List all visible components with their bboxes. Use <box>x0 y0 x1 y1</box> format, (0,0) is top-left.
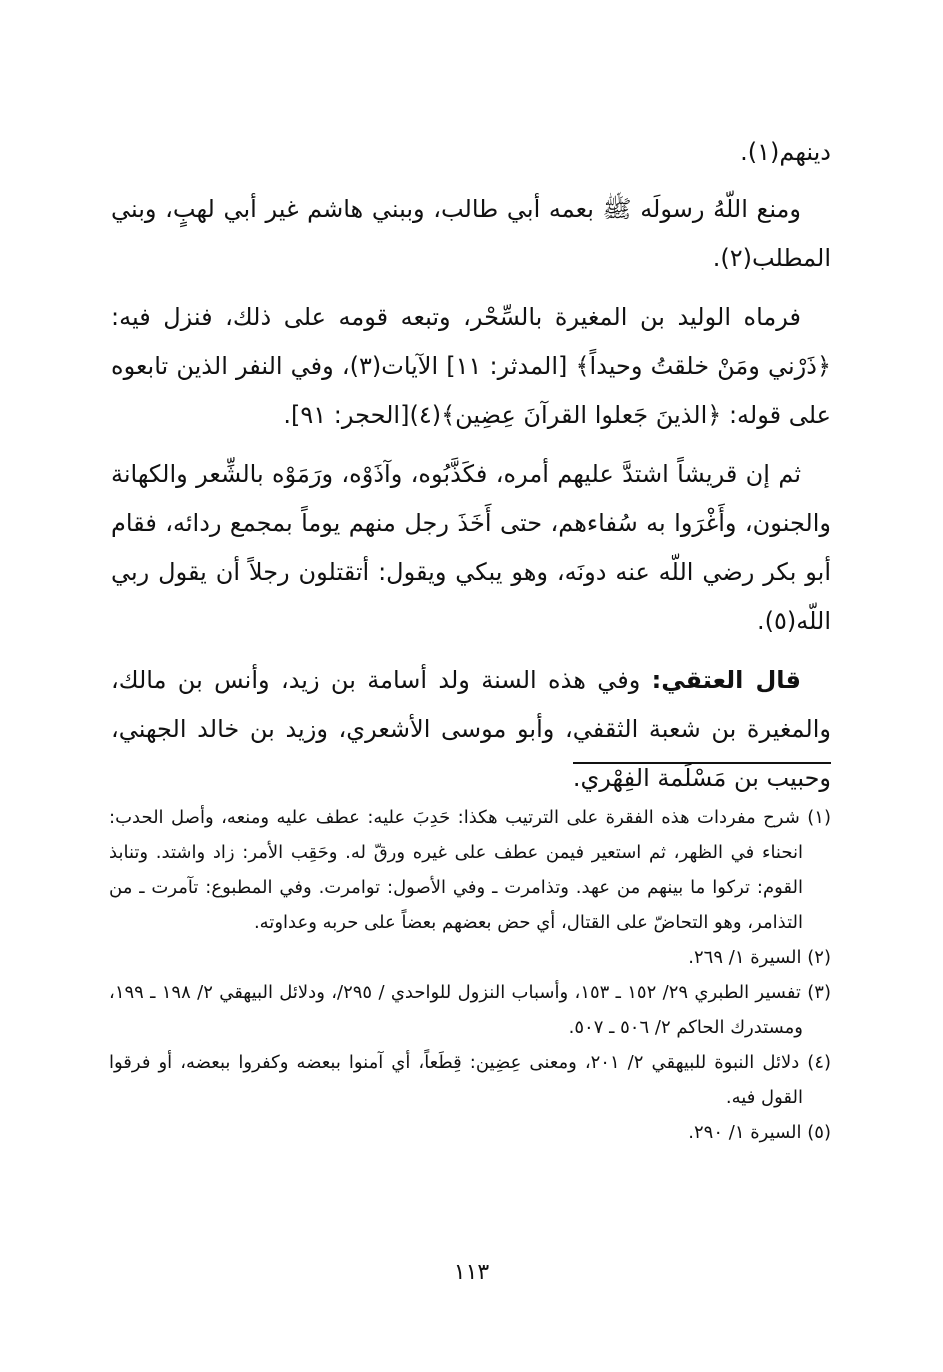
page-number: ١١٣ <box>453 1260 490 1285</box>
paragraph-quraysh: ثم إن قريشاً اشتدَّ عليهم أمره، فكَذَّبُوه، وآذَوْه، ورَمَوْه بالشِّعر والكهانة والجنون، وأَغْرَوا به سُفاءهم، حتى أَخَذَ رجل منهم يوماً بمجمع ردائه، فقام أبو بكر رضي اللّه عنه دونَه، وهو يبكي ويقول: أتقتلون رجلاً أن يقول ربي اللّه(٥). <box>111 460 831 635</box>
footnote-2: (٢) السيرة ١/ ٢٦٩. <box>688 947 831 968</box>
footnotes <box>109 800 831 1150</box>
paragraph-births-text: وفي هذه السنة ولد أسامة بن زيد، وأنس بن مالك، والمغيرة بن شعبة الثقفي، وأبو موسى الأشعري، وزيد بن خالد الجهني، وحبيب بن مَسْلَمة الفِهْري. <box>111 666 831 792</box>
footnote-1: (١) شرح مفردات هذه الفقرة على الترتيب هكذا: حَدِبَ عليه: عطف عليه ومنعه، وأصل الحدب: انحناء في الظهر، ثم استعير فيمن عطف على غيره ورقّ له. وحَقِب الأمر: زاد واشتد. وتنابذ القوم: تركوا ما بينهم من عهد. وتذامرت ـ وفي الأصول: توامرت. وفي المطبوع: تآمرت ـ من التذامر، وهو التحاضّ على القتال، أي حض بعضهم بعضاً على حربه وعداوته. <box>109 807 831 933</box>
footnote-5: (٥) السيرة ١/ ٢٩٠. <box>688 1122 831 1143</box>
main-text <box>111 128 831 813</box>
footnote-divider <box>573 762 831 764</box>
paragraph-births <box>111 656 831 803</box>
paragraph-walid: فرماه الوليد بن المغيرة بالسِّحْر، وتبعه قومه على ذلك، فنزل فيه: ﴿ذَرْني ومَنْ خلقتُ وحيداً﴾ [المدثر: ١١] الآيات(٣)، وفي النفر الذين تابعوه على قوله: ﴿الذينَ جَعلوا القرآنَ عِضِين﴾(٤)[الحجر: ٩١]. <box>111 303 832 429</box>
paragraph-lead-label: قال العتقي: <box>651 666 802 694</box>
paragraph-continuation: دينهم(١). <box>740 138 831 166</box>
paragraph-protection: ومنع اللّهُ رسولَه ﷺ بعمه أبي طالب، وببني هاشم غير أبي لهبٍ، وبني المطلب(٢). <box>111 195 831 272</box>
footnote-4: (٤) دلائل النبوة للبيهقي ٢/ ٢٠١، ومعنى عِضِين: قِطَعاً، أي آمنوا ببعضه وكفروا ببعضه، أو فرقوا القول فيه. <box>109 1052 832 1108</box>
footnote-3: (٣) تفسير الطبري ٢٩/ ١٥٢ ـ ١٥٣، وأسباب النزول للواحدي / ٢٩٥/، ودلائل البيهقي ٢/ ١٩٨ ـ ١٩٩، ومستدرك الحاكم ٢/ ٥٠٦ ـ ٥٠٧. <box>109 982 831 1038</box>
